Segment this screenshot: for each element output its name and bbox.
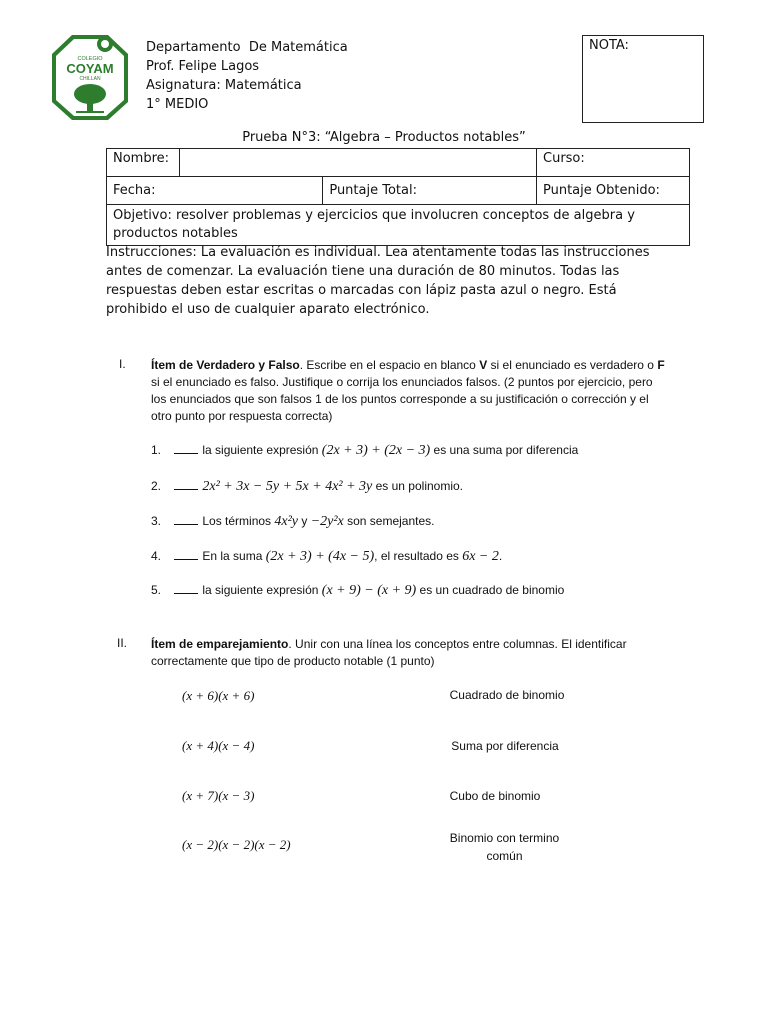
section1-text-b: si el enunciado es verdadero o (487, 358, 658, 372)
answer-blank[interactable] (174, 489, 198, 490)
item-text: la siguiente expresión (202, 583, 322, 597)
section1-title: Ítem de Verdadero y Falso (151, 358, 300, 372)
tf-item-2 (151, 479, 463, 495)
item-math: 4x²y (274, 514, 299, 529)
match-left-3[interactable]: (x + 7)(x − 3) (182, 788, 255, 803)
answer-blank[interactable] (174, 524, 198, 525)
item-math: (2x + 3) + (4x − 5) (265, 549, 375, 564)
header-block (146, 38, 348, 114)
info-table (106, 148, 690, 246)
section2-text: . Unir con una línea los conceptos entre columnas. El identificar correctamente que tipo de producto notable (1 punto) (151, 637, 627, 668)
answer-blank[interactable] (174, 559, 198, 560)
answer-blank[interactable] (174, 453, 198, 454)
section2-title: Ítem de emparejamiento (151, 637, 289, 651)
match-left-2[interactable]: (x + 4)(x − 4) (182, 738, 255, 753)
match-right-4[interactable]: Binomio con termino común (449, 831, 560, 863)
logo-bottom-text: CHILLAN (79, 76, 101, 82)
item-text: En la suma (202, 549, 266, 563)
grade: 1° MEDIO (146, 97, 209, 112)
tf-item-3 (151, 514, 434, 530)
item-text-post: es un polinomio. (372, 479, 464, 493)
puntaje-total-field[interactable] (323, 177, 537, 205)
match-right-3[interactable]: Cubo de binomio (449, 789, 541, 803)
exam-title: Prueba N°3: “Algebra – Productos notables” (242, 130, 526, 145)
tf-item-1 (151, 443, 578, 459)
item-text: la siguiente expresión (202, 443, 322, 457)
logo-top-text: COLEGIO (77, 56, 103, 62)
match-right-2[interactable]: Suma por diferencia (451, 739, 559, 753)
subject: Asignatura: Matemática (146, 78, 302, 93)
item-text: Los términos (202, 514, 275, 528)
nombre-field[interactable] (180, 149, 537, 177)
section1-instructions (151, 357, 666, 425)
teacher: Prof. Felipe Lagos (146, 59, 260, 74)
tf-item-5 (151, 583, 564, 599)
item-math: 2x² + 3x − 5y + 5x + 4x² + 3y (202, 479, 373, 494)
item-text-post: es un cuadrado de binomio (416, 583, 565, 597)
section1-number: I. (119, 357, 126, 371)
item-number: 4. (151, 549, 162, 563)
match-right-1[interactable]: Cuadrado de binomio (449, 688, 565, 702)
item-number: 1. (151, 443, 162, 457)
school-logo (50, 32, 130, 122)
item-number: 5. (151, 583, 162, 597)
item-text-mid: , el resultado es (374, 549, 463, 563)
match-left-1[interactable]: (x + 6)(x + 6) (182, 688, 255, 703)
nota-label: NOTA: (589, 38, 629, 53)
item-text-post: es una suma por diferencia (430, 443, 579, 457)
puntaje-total-label: Puntaje Total: (329, 183, 417, 198)
section1-text-c: si el enunciado es falso. Justifique o corrija los enunciados falsos. (2 puntos por ejercicio, pero los enunciados que son falsos 1 de los puntos corresponde a su justificación o corrección y el otro punto por respuesta correcta) (151, 375, 653, 423)
item-math-2: 6x − 2 (462, 549, 499, 564)
section1-text-a: . Escribe en el espacio en blanco (299, 358, 480, 372)
curso-label: Curso: (543, 151, 585, 166)
nota-box[interactable] (582, 35, 704, 123)
section1-f: F (657, 358, 665, 372)
tf-item-4 (151, 549, 502, 565)
nombre-label: Nombre: (107, 149, 180, 177)
logo-name: COYAM (66, 61, 114, 76)
item-text-post: son semejantes. (343, 514, 435, 528)
instructions: Instrucciones: La evaluación es individual. Lea atentamente todas las instrucciones antes de comenzar. La evaluación tiene una duración de 80 minutos. Todas las respuestas deben estar escritas o marcadas con lápiz pasta azul o negro. Está prohibido el uso de cualquier aparato electrónico. (106, 245, 650, 317)
section2-number: II. (117, 636, 128, 650)
item-text-mid: y (298, 514, 311, 528)
item-math: (x + 9) − (x + 9) (321, 583, 417, 598)
objetivo-cell: Objetivo: resolver problemas y ejercicios que involucren conceptos de algebra y productos notables (107, 205, 690, 246)
puntaje-obtenido-field[interactable] (537, 177, 690, 205)
item-math-2: −2y²x (310, 514, 344, 529)
department: Departamento De Matemática (146, 40, 348, 55)
puntaje-obtenido-label: Puntaje Obtenido: (543, 183, 660, 198)
item-number: 3. (151, 514, 162, 528)
curso-field[interactable] (537, 149, 690, 177)
item-math: (2x + 3) + (2x − 3) (321, 443, 431, 458)
item-text-post: . (498, 549, 503, 563)
section1-v: V (479, 358, 488, 372)
fecha-label: Fecha: (113, 183, 156, 198)
answer-blank[interactable] (174, 593, 198, 594)
match-left-4[interactable]: (x − 2)(x − 2)(x − 2) (182, 837, 291, 852)
section2-instructions (151, 636, 641, 670)
item-number: 2. (151, 479, 162, 493)
fecha-field[interactable] (107, 177, 323, 205)
